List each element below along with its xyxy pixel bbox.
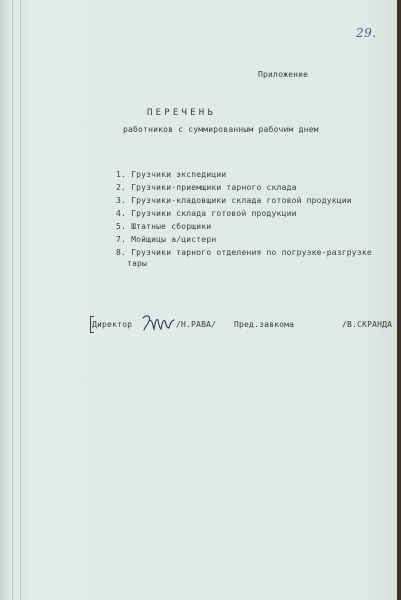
list-item: 7. Мойщицы а/цистерн <box>116 235 217 244</box>
appendix-label: Приложение <box>258 70 309 79</box>
director-label: Директор <box>92 320 133 329</box>
page-number: 29. <box>356 26 377 40</box>
list-item: 1. Грузчики экспедиции <box>116 170 227 179</box>
handwritten-signature <box>141 312 175 334</box>
union-chair-name: /В.СКРАНДА <box>342 320 393 329</box>
director-name: /Н.РАВА/ <box>176 320 217 329</box>
union-chair-label: Пред.завкома <box>234 320 295 329</box>
document-subtitle: работников с суммированным рабочим днем <box>123 125 319 134</box>
list-item: 8. Грузчики тарного отделения по погрузке-разгрузке тары <box>116 248 372 268</box>
list-item: 3. Грузчики-кладовщики склада готовой продукции <box>116 196 352 205</box>
workers-list <box>116 168 372 268</box>
list-item: 4. Грузчики склада готовой продукции <box>116 209 297 218</box>
page-edge-shadow <box>397 0 401 600</box>
list-item: 5. Штатные сборщики <box>116 222 212 231</box>
binding-edge <box>0 0 21 600</box>
list-item-continuation: тары <box>127 259 148 268</box>
document-title: ПЕРЕЧЕНЬ <box>147 108 216 118</box>
list-item: 2. Грузчики-приемщики тарного склада <box>116 183 297 192</box>
